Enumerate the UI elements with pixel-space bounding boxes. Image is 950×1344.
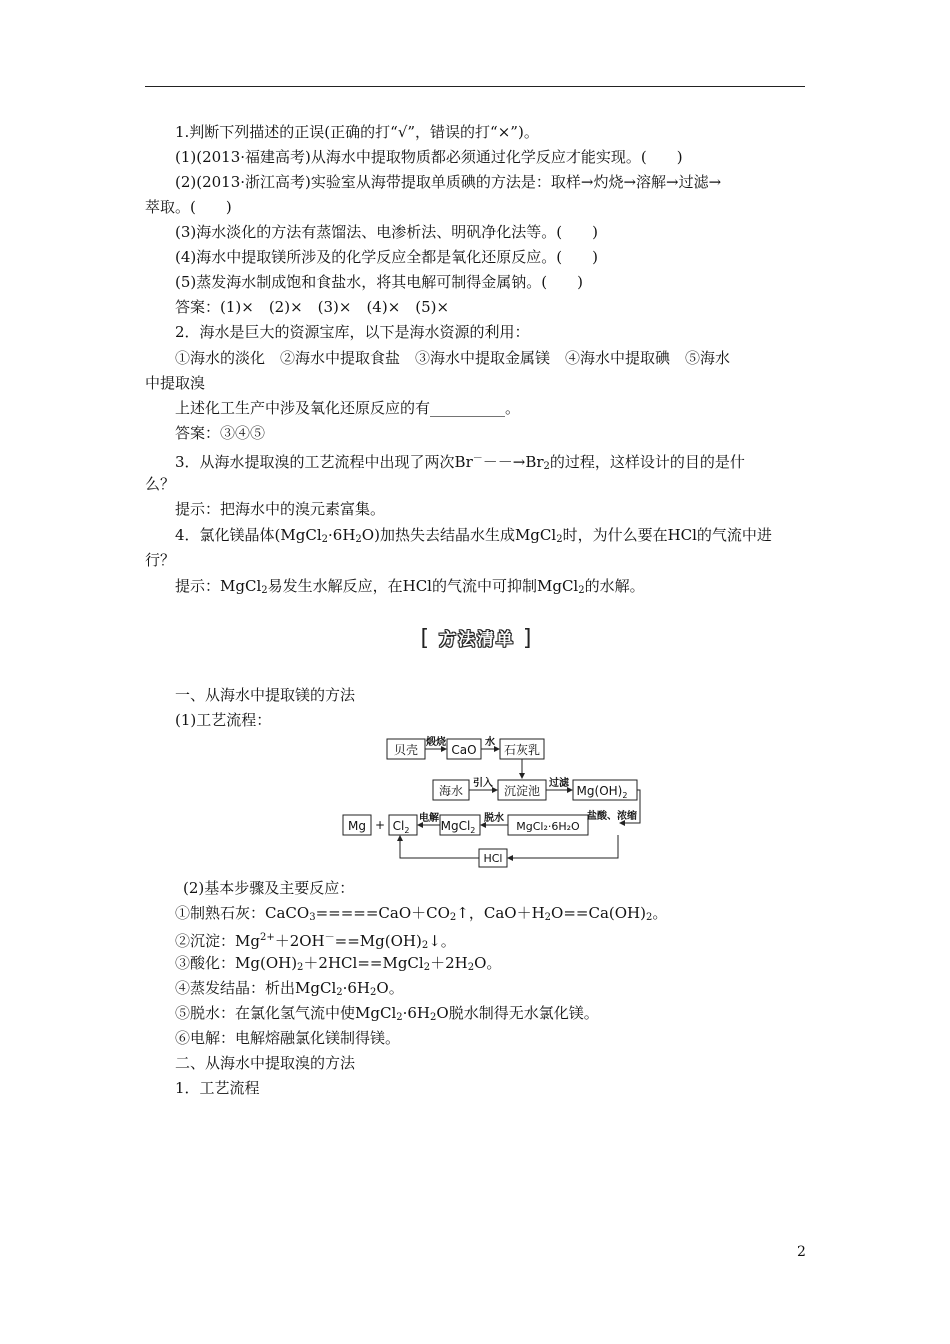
q4-hint: 提示：MgCl$_2$易发生水解反应，在HCl的气流中可抑制MgCl$_2$的水解。 — [175, 577, 645, 596]
br-step-1: 1．工艺流程 — [175, 1079, 260, 1097]
arrow-filter: 过滤 — [549, 778, 569, 789]
arrow-acid: 盐酸、浓缩 — [587, 811, 637, 822]
q1-item-4: (4)海水中提取镁所涉及的化学反应全都是氧化还原反应。( ) — [175, 248, 598, 266]
q2-options-cont: 中提取溴 — [145, 374, 206, 392]
label-mgcl2: MgCl$_2$ — [440, 819, 476, 835]
label-mg: Mg — [348, 819, 366, 833]
q1-item-2-cont: 萃取。( ) — [145, 198, 232, 216]
q1-stem: 1.判断下列描述的正误(正确的打“√”，错误的打“×”)。 — [175, 123, 539, 141]
arrow-water: 水 — [485, 737, 495, 748]
q2-stem: 2．海水是巨大的资源宝库，以下是海水资源的利用： — [175, 323, 530, 341]
header-rule — [145, 86, 805, 87]
q3-hint: 提示：把海水中的溴元素富集。 — [175, 500, 386, 518]
q1-item-3: (3)海水淡化的方法有蒸馏法、电渗析法、明矾净化法等。( ) — [175, 223, 598, 241]
label-mgoh: $Mg(OH)_2$ — [576, 784, 628, 800]
mg-step-5: ⑤脱水：在氯化氢气流中使$MgCl_2\cdot 6H_2O$脱水制得无水氯化镁。 — [175, 1004, 599, 1023]
mg-step-3: ③酸化：$Mg(OH)_2+2HCl==MgCl_2+2H_2O$。 — [175, 954, 502, 973]
arrow-calcine: 煅烧 — [426, 737, 446, 748]
q3-stem: 3．从海水提取溴的工艺流程中出现了两次$Br^---\to Br_2$的过程，这样设计的目的是什 — [175, 453, 745, 472]
mg-steps-title: (2)基本步骤及主要反应： — [183, 879, 355, 897]
q2-options: ①海水的淡化 ②海水中提取食盐 ③海水中提取金属镁 ④海水中提取碘 ⑤海水 — [175, 349, 731, 367]
label-lime: 石灰乳 — [503, 743, 541, 757]
arrow-dehydrate: 脱水 — [484, 813, 504, 824]
mg-step-6: ⑥电解：电解熔融氯化镁制得镁。 — [175, 1029, 401, 1047]
page-number: 2 — [797, 1244, 806, 1260]
mg-section-title: 一、从海水中提取镁的方法 — [175, 686, 356, 704]
mg-step-4: ④蒸发结晶：析出$MgCl_2\cdot 6H_2O$。 — [175, 979, 404, 998]
mg-process-flowchart — [340, 733, 645, 868]
label-mgcl2-6h2o: MgCl₂·6H₂O — [516, 820, 580, 833]
q3-stem-cont: 么？ — [145, 475, 176, 493]
q1-item-5: (5)蒸发海水制成饱和食盐水，将其电解可制得金属钠。( ) — [175, 273, 583, 291]
q2-answer: 答案：③④⑤ — [175, 424, 266, 442]
label-cl2: $Cl_2$ — [392, 819, 410, 835]
mg-flow-label: (1)工艺流程： — [175, 711, 272, 729]
q4-stem: 4．氯化镁晶体$(MgCl_2\cdot 6H_2O)$加热失去结晶水生成MgCl$_2$时，为什么要在HCl的气流中进 — [175, 526, 772, 545]
label-shell: 贝壳 — [393, 743, 419, 757]
label-hcl: HCl — [483, 852, 503, 865]
q4-stem-cont: 行？ — [145, 551, 176, 569]
label-seawater: 海水 — [438, 784, 464, 798]
q1-item-1: (1)(2013·福建高考)从海水中提取物质都必须通过化学反应才能实现。( ) — [175, 148, 683, 166]
q1-item-2: (2)(2013·浙江高考)实验室从海带提取单质碘的方法是：取样→灼烧→溶解→过滤→ — [175, 173, 722, 191]
q1-answer: 答案：(1)× (2)× (3)× (4)× (5)× — [175, 298, 450, 316]
label-tank: 沉淀池 — [503, 784, 541, 798]
arrow-introduce: 引入 — [473, 778, 493, 789]
label-cao: CaO — [451, 743, 477, 757]
label-plus: + — [374, 818, 386, 832]
q2-ask: 上述化工生产中涉及氧化还原反应的有__________。 — [175, 399, 521, 417]
mg-step-2: ②沉淀：$Mg^{2+}+2OH^-==Mg(OH)_2↓$。 — [175, 932, 456, 951]
mg-step-1: ①制熟石灰：$CaCO_3=====CaO+CO_2↑$，$CaO+H_2O==Ca(OH)_2$。 — [175, 904, 668, 923]
arrow-electrolysis: 电解 — [419, 813, 439, 824]
method-list-banner: [ 方法清单 ] — [420, 626, 534, 651]
br-section-title: 二、从海水中提取溴的方法 — [175, 1054, 356, 1072]
